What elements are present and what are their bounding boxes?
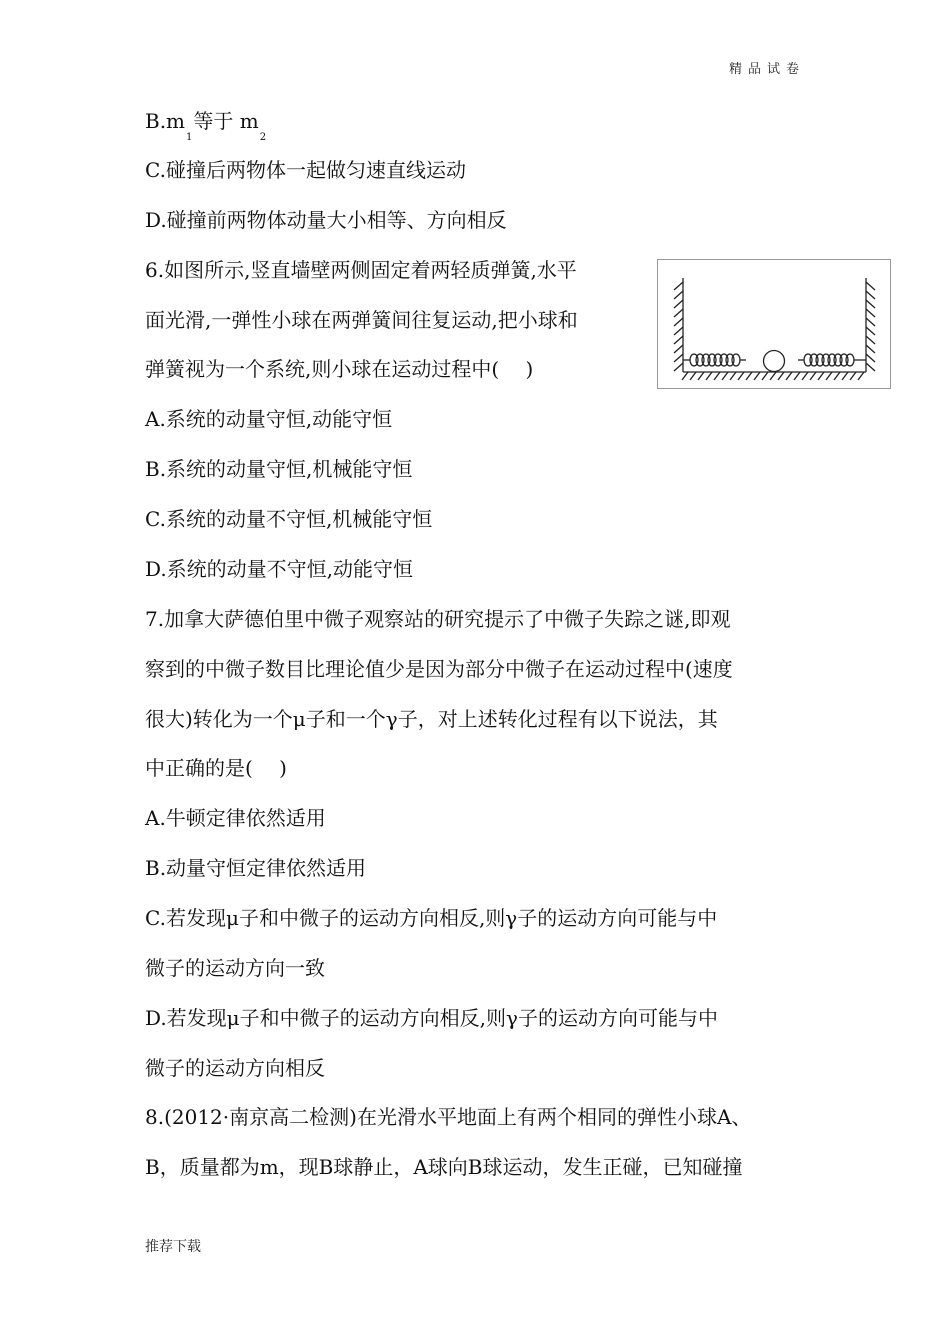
- q5-option-d: D.碰撞前两物体动量大小相等、方向相反: [145, 208, 507, 232]
- q5-option-b-sub1: 1: [186, 132, 193, 143]
- right-wall-hatch: [866, 282, 875, 371]
- q7-option-b: B.动量守恒定律依然适用: [145, 856, 367, 880]
- q6-stem-line2: 面光滑,一弹性小球在两弹簧间往复运动,把小球和: [145, 308, 578, 332]
- spring-ball-diagram: [658, 260, 890, 388]
- q8-stem-line1: 8.(2012·南京高二检测)在光滑水平地面上有两个相同的弹性小球A、: [145, 1105, 752, 1129]
- q7-stem-line2: 察到的中微子数目比理论值少是因为部分中微子在运动过程中(速度: [145, 657, 733, 681]
- q6-stem-line1: 6.如图所示,竖直墙壁两侧固定着两轻质弹簧,水平: [145, 258, 577, 282]
- page-header: 精品试卷: [729, 62, 806, 77]
- q6-stem-line3: 弹簧视为一个系统,则小球在运动过程中( ): [145, 357, 534, 381]
- ball: [764, 351, 785, 372]
- spring-wall-figure: [657, 259, 891, 389]
- q6-option-c: C.系统的动量不守恒,机械能守恒: [145, 507, 433, 531]
- q6-option-b: B.系统的动量守恒,机械能守恒: [145, 457, 413, 481]
- q8-stem-line2: B，质量都为m，现B球静止，A球向B球运动，发生正碰，已知碰撞: [145, 1155, 743, 1179]
- right-spring: [798, 354, 866, 366]
- q7-option-d-line1: D.若发现μ子和中微子的运动方向相反,则γ子的运动方向可能与中: [145, 1006, 718, 1030]
- left-spring: [683, 354, 746, 366]
- q7-option-c-line2: 微子的运动方向一致: [145, 956, 325, 980]
- q7-option-a: A.牛顿定律依然适用: [145, 806, 326, 830]
- q6-option-a: A.系统的动量守恒,动能守恒: [145, 407, 393, 431]
- q5-option-c: C.碰撞后两物体一起做匀速直线运动: [145, 158, 466, 182]
- q7-stem-line3: 很大)转化为一个μ子和一个γ子，对上述转化过程有以下说法，其: [145, 707, 718, 731]
- q6-option-d: D.系统的动量不守恒,动能守恒: [145, 557, 414, 581]
- q7-option-c-line1: C.若发现μ子和中微子的运动方向相反,则γ子的运动方向可能与中: [145, 906, 718, 930]
- q5-option-b-sub2: 2: [259, 132, 267, 143]
- q7-stem-line1: 7.加拿大萨德伯里中微子观察站的研究提示了中微子失踪之谜,即观: [145, 607, 731, 631]
- left-wall-hatch: [674, 282, 683, 371]
- q5-option-b-prefix: B.m: [145, 109, 186, 133]
- q5-option-b: [145, 108, 267, 143]
- q7-stem-line4: 中正确的是( ): [145, 756, 287, 780]
- q5-option-b-mid: 等于 m: [193, 109, 259, 133]
- page-footer: 推荐下载: [145, 1239, 201, 1255]
- floor-hatch: [682, 372, 864, 380]
- q7-option-d-line2: 微子的运动方向相反: [145, 1056, 325, 1080]
